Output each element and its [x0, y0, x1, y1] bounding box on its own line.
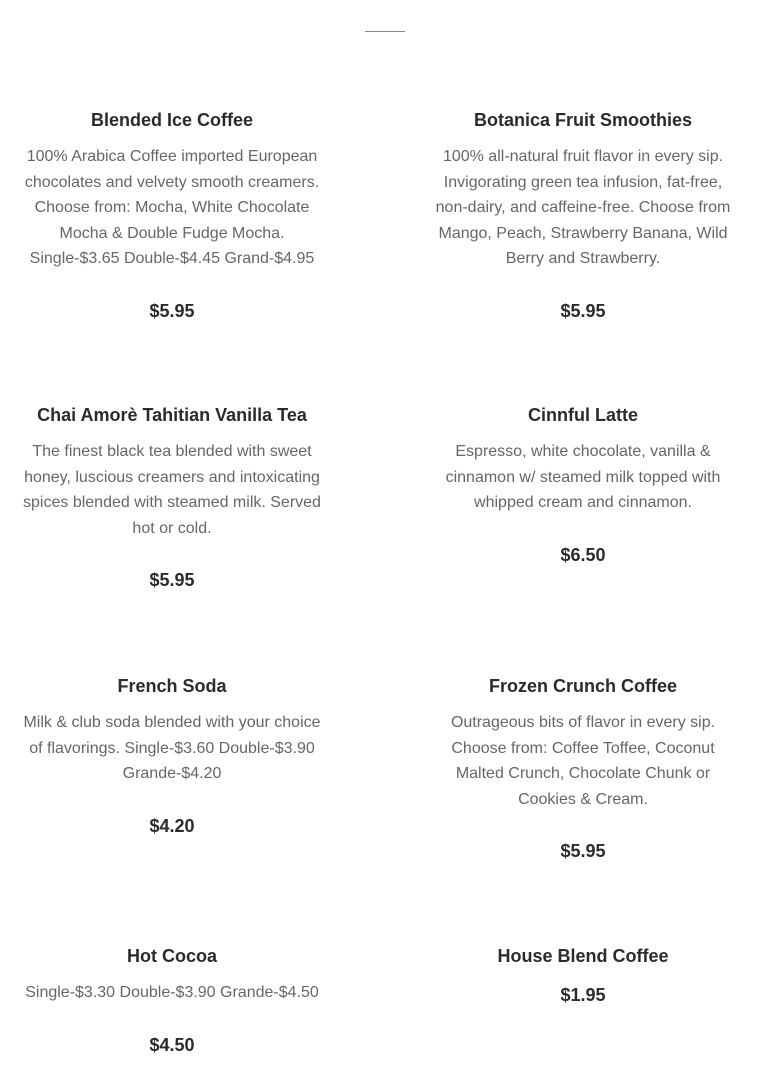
menu-item-name: Botanica Fruit Smoothies: [473, 110, 693, 130]
menu-item-price: $6.50: [560, 544, 606, 565]
menu-item-description: Outrageous bits of flavor in every sip. Choose from: Coffee Toffee, Coconut Malted Crunch, Chocolate Chunk or Cookies & Cream.: [450, 714, 716, 808]
menu-item-botanica-fruit-smoothies: [433, 108, 733, 323]
menu-item-cinnful-latte: [433, 403, 733, 567]
menu-item-price: $1.95: [560, 985, 606, 1005]
menu-item-name: Blended Ice Coffee: [90, 110, 254, 130]
menu-item-hot-cocoa: [22, 944, 322, 1057]
section-divider: [365, 31, 405, 32]
menu-item-name: Frozen Crunch Coffee: [488, 676, 677, 696]
menu-item-price: $5.95: [149, 570, 195, 591]
menu-item-description: 100% all-natural fruit flavor in every sip. Invigorating green tea infusion, fat-free, non-dairy, and caffeine-free. Choose from Mango, Peach, Strawberry Banana, Wild Berry and Strawberry.: [435, 148, 731, 268]
menu-item-name: Cinnful Latte: [528, 405, 638, 425]
menu-item-description: Milk & club soda blended with your choice of flavorings. Single-$3.60 Double-$3.90 Grande-$4.20: [23, 714, 321, 783]
menu-item-house-blend-coffee: [433, 944, 733, 1007]
menu-item-description: Single-$3.30 Double-$3.90 Grande-$4.50: [25, 984, 319, 1001]
menu-item-description: The finest black tea blended with sweet honey, luscious creamers and intoxicating spices blended with steamed milk. Served hot or cold.: [23, 443, 321, 537]
menu-item-description: 100% Arabica Coffee imported European chocolates and velvety smooth creamers. Choose from: Mocha, White Chocolate Mocha & Double Fudge Mocha. Single-$3.65 Double-$4.45 Grand-$4.95: [24, 148, 320, 268]
menu-item-name: Hot Cocoa: [127, 946, 217, 966]
menu-item-price: $5.95: [149, 300, 195, 321]
menu-item-frozen-crunch-coffee: [433, 674, 733, 863]
menu-item-price: $4.50: [149, 1034, 195, 1055]
menu-item-chai-amore-tea: [22, 403, 322, 592]
menu-item-price: $4.20: [149, 815, 195, 836]
menu-item-price: $5.95: [560, 841, 606, 862]
menu-item-blended-ice-coffee: [22, 108, 322, 323]
menu-item-description: Espresso, white chocolate, vanilla & cinnamon w/ steamed milk topped with whipped cream and cinnamon.: [445, 443, 721, 512]
menu-item-french-soda: [22, 674, 322, 838]
menu-item-price: $5.95: [560, 300, 606, 321]
menu-item-name: French Soda: [117, 676, 227, 696]
menu-item-name: Chai Amorè Tahitian Vanilla Tea: [37, 405, 307, 425]
menu-item-name: House Blend Coffee: [497, 946, 669, 966]
